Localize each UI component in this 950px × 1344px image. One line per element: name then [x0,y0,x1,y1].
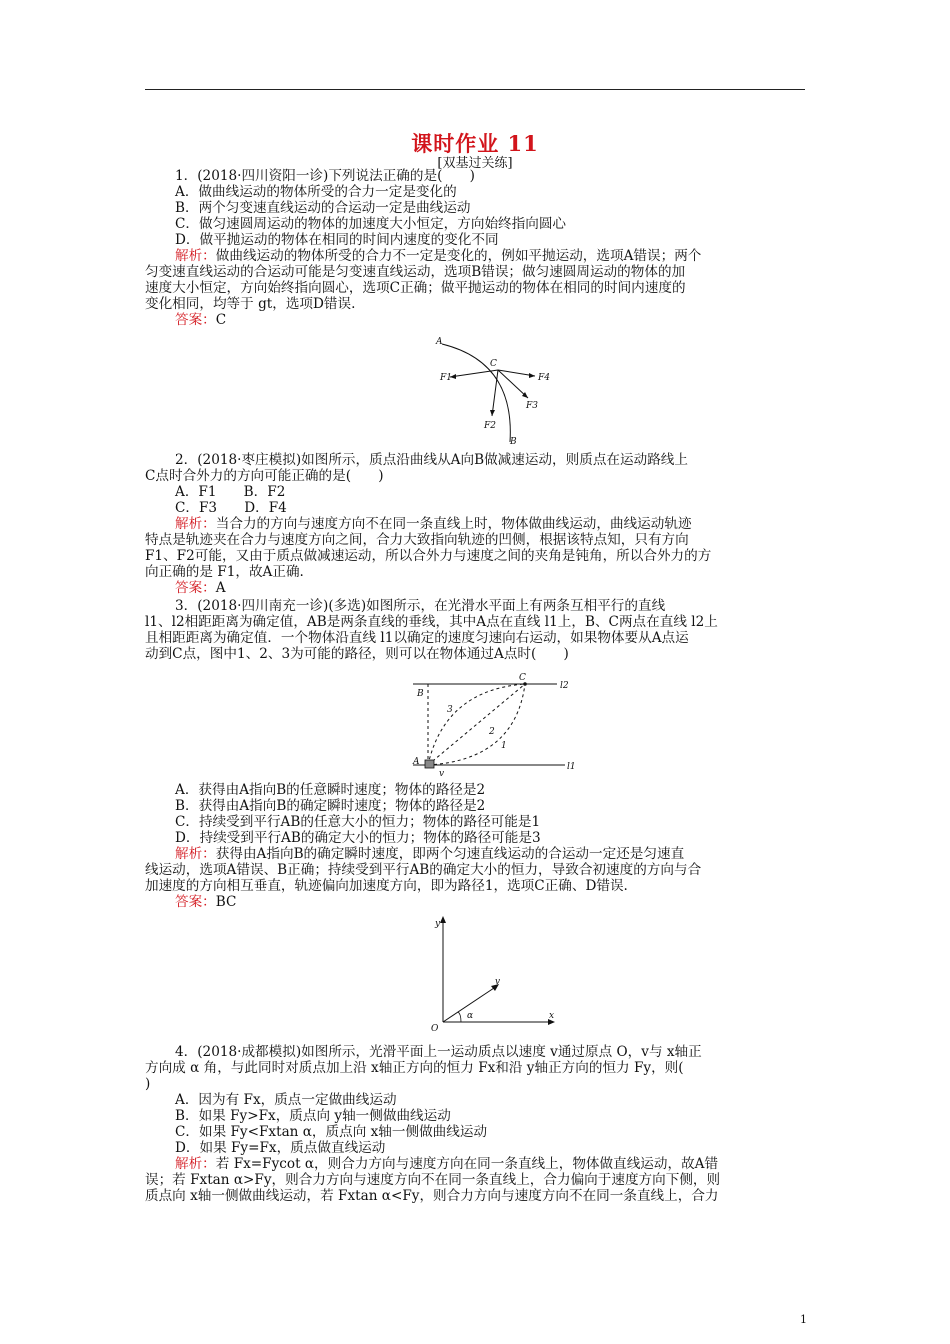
q2-stem-line: C点时合外力的方向可能正确的是( ) [145,468,384,484]
block [425,760,434,768]
q2-analysis-line: 解析：当合力的方向与速度方向不在同一条直线上时，物体做曲线运动，曲线运动轨迹 [175,516,692,532]
q3-stem-line: 动到C点，图中1、2、3为可能的路径，则可以在物体通过A点时( ) [145,646,569,662]
label-f4: F4 [538,373,550,383]
q1-analysis-line: 速度大小恒定，方向始终指向圆心，选项C正确；做平抛运动的物体在相同的时间内速度的 [145,280,686,296]
q2-figure [420,332,570,447]
q3-option-d: D．持续受到平行AB的确定大小的恒力；物体的路径可能是3 [175,830,541,846]
analysis-label: 解析： [175,248,216,264]
analysis-label: 解析： [175,516,216,532]
q2-analysis-line: 向正确的是 F1，故A正确. [145,564,304,580]
q3-analysis-line: 加速度的方向相互垂直，轨迹偏向加速度方向，即为路径1，选项C正确、D错误. [145,878,628,894]
q1-analysis-line: 变化相同，均等于 gt，选项D错误. [145,296,356,312]
q3-figure [405,670,580,782]
q3-answer: 答案：BC [175,894,237,910]
label-l2: l2 [560,681,569,691]
q3-stem-line: l1、l2相距距离为确定值，AB是两条直线的垂线，其中A点在直线 l1上，B、C两点在直线 l2上 [145,614,718,630]
path-2 [428,684,525,765]
label-x: x [549,1011,555,1021]
q3-option-a: A．获得由A指向B的任意瞬时速度；物体的路径是2 [175,782,486,798]
label-path-1: 1 [501,741,507,751]
q1-option-b: B．两个匀变速直线运动的合运动一定是曲线运动 [175,200,471,216]
label-path-2: 2 [489,727,495,737]
q3-stem-line: 且相距距离为确定值．一个物体沿直线 l1以确定的速度匀速向右运动，如果物体要从A点运 [145,630,689,646]
label-v: v [439,769,445,779]
answer-label: 答案： [175,580,216,596]
label-c: C [519,673,526,683]
q2-analysis-line: 特点是轨迹夹在合力与速度方向之间，合力大致指向轨迹的凹侧，根据该特点知，只有方向 [145,532,689,548]
q1-option-c: C．做匀速圆周运动的物体的加速度大小恒定，方向始终指向圆心 [175,216,567,232]
curve-ab [442,344,510,442]
q4-option-b: B．如果 Fy>Fx，质点向 y轴一侧做曲线运动 [175,1108,451,1124]
page-subtitle: [双基过关练] [437,156,513,171]
q4-option-a: A．因为有 Fx，质点一定做曲线运动 [175,1092,397,1108]
label-f2: F2 [484,421,496,431]
label-b: B [510,437,517,447]
q4-figure [425,912,565,1032]
q4-option-d: D．如果 Fy=Fx，质点做直线运动 [175,1140,386,1156]
q2-stem-line: 2．(2018·枣庄模拟)如图所示，质点沿曲线从A向B做减速运动，则质点在运动路线上 [175,452,688,468]
q3-analysis-line: 解析：获得由A指向B的确定瞬时速度，即两个匀速直线运动的合运动一定还是匀速直 [175,846,685,862]
q1-analysis-line: 解析：做曲线运动的物体所受的合力不一定是变化的，例如平抛运动，选项A错误；两个 [175,248,702,264]
arrow-f1 [450,370,498,377]
label-path-3: 3 [447,705,453,715]
label-a: A [436,337,443,347]
page-number: 1 [800,1313,807,1326]
analysis-label: 解析： [175,1156,216,1172]
label-f3: F3 [526,401,538,411]
q4-stem-line: ) [145,1076,151,1092]
q3-stem-line: 3．(2018·四川南充一诊)(多选)如图所示，在光滑水平面上有两条互相平行的直线 [175,598,666,614]
header-rule [145,89,805,90]
label-o: O [431,1024,439,1032]
answer-label: 答案： [175,312,216,328]
label-c: C [490,359,497,369]
label-v: v [495,977,501,987]
angle-arc [458,1012,461,1022]
label-b: B [417,689,424,699]
q3-option-b: B．获得由A指向B的确定瞬时速度；物体的路径是2 [175,798,486,814]
q1-answer: 答案：C [175,312,227,328]
q4-analysis-line: 质点向 x轴一侧做曲线运动，若 Fxtan α<Fy，则合力方向与速度方向不在同一条直线上，合力 [145,1188,719,1204]
q1-option-a: A．做曲线运动的物体所受的合力一定是变化的 [175,184,457,200]
q2-analysis-line: F1、F2可能，又由于质点做减速运动，所以合外力与速度之间的夹角是钝角，所以合外力的方 [145,548,712,564]
q1-option-d: D．做平抛运动的物体在相同的时间内速度的变化不同 [175,232,499,248]
q3-analysis-line: 线运动，选项A错误、B正确；持续受到平行AB的确定大小的恒力，导致合初速度的方向与合 [145,862,702,878]
label-alpha: α [467,1011,474,1021]
label-l1: l1 [567,762,576,772]
label-y: y [435,919,441,929]
q1-analysis-line: 匀变速直线运动的合运动可能是匀变速直线运动，选项B错误；做匀速圆周运动的物体的加 [145,264,686,280]
q4-stem-line: 方向成 α 角，与此同时对质点加上沿 x轴正方向的恒力 Fx和沿 y轴正方向的恒力 Fy，则( [145,1060,684,1076]
q4-analysis-line: 解析：若 Fx=Fycot α，则合力方向与速度方向在同一条直线上，物体做直线运动，故A错 [175,1156,719,1172]
answer-label: 答案： [175,894,216,910]
label-f1: F1 [440,373,452,383]
page-title: 课时作业 11 [411,131,539,156]
q2-answer: 答案：A [175,580,226,596]
q2-options-ab: A．F1 B．F2 [175,484,286,500]
q4-option-c: C．如果 Fy<Fxtan α，质点向 x轴一侧做曲线运动 [175,1124,488,1140]
analysis-label: 解析： [175,846,216,862]
q2-options-cd: C．F3 D．F4 [175,500,287,516]
q4-analysis-line: 误；若 Fxtan α>Fy，则合力方向与速度方向不在同一条直线上，合力偏向于速度方向下侧，则 [145,1172,721,1188]
q1-stem: 1．(2018·四川资阳一诊)下列说法正确的是( ) [175,168,475,184]
q4-stem-line: 4．(2018·成都模拟)如图所示，光滑平面上一运动质点以速度 v通过原点 O，v与 x轴正 [175,1044,702,1060]
label-a: A [413,757,420,767]
q3-option-c: C．持续受到平行AB的任意大小的恒力；物体的路径可能是1 [175,814,541,830]
